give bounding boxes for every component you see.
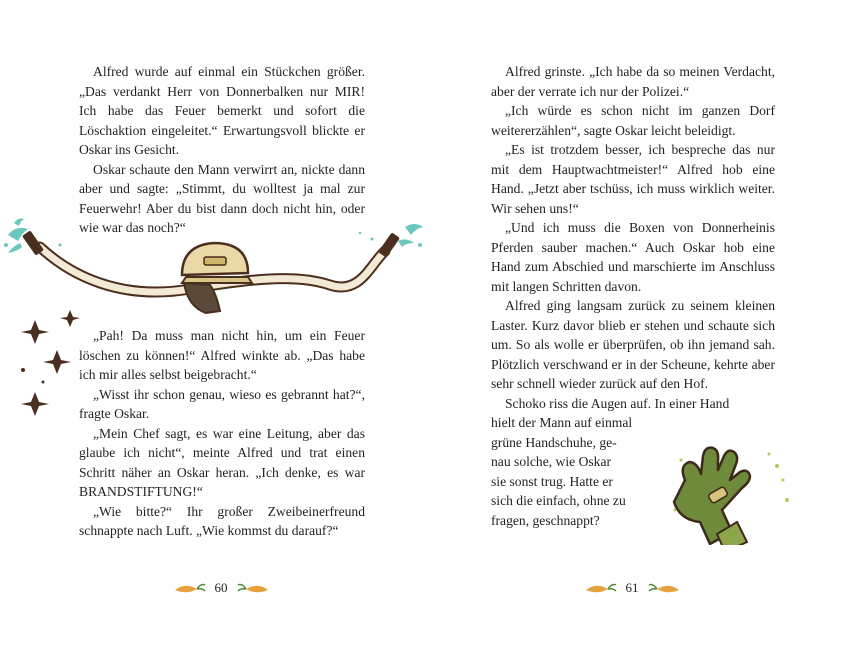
fire-helmet-icon	[182, 243, 252, 313]
text-line: Schoko riss die Augen auf. In einer Hand	[505, 395, 730, 411]
paragraph: Alfred grinste. „Ich habe da so meinen Verdacht, aber der verrate ich nur der Polizei.“	[491, 64, 775, 99]
carrot-ornament-icon	[236, 581, 270, 595]
stars-decoration	[15, 300, 85, 430]
paragraph: Oskar schaute den Mann verwirrt an, nickte dann aber und sagte: „Stimmt, du wolltest ja mal zur Feuerwehr! Aber du bist dann doch nicht hin, oder wie war das noch?“	[79, 161, 365, 235]
green-glove-illustration	[665, 440, 795, 545]
star-icon	[43, 350, 71, 374]
text-line: sie sonst trug. Hatte er	[491, 473, 613, 489]
text-line: hielt der Mann auf einmal	[491, 415, 633, 430]
star-icon	[60, 310, 80, 327]
page-number-left	[161, 579, 281, 596]
text-line: fragen, geschnappt?	[491, 512, 600, 528]
text-line: grüne Handschuhe, ge-	[491, 434, 617, 450]
carrot-ornament-icon	[647, 581, 681, 595]
glove-icon	[674, 448, 750, 545]
paragraph: Alfred wurde auf einmal ein Stückchen größer. „Das verdankt Herr von Donnerbalken nur MIR! Ich habe das Feuer bemerkt und sofort die Löschaktion eingeleitet.“ Erwartungsvoll blickte er Oskar ins Gesicht.	[79, 64, 365, 157]
carrot-ornament-icon	[584, 581, 618, 595]
water-splash-right-icon	[398, 224, 423, 247]
paragraph: „Pah! Da muss man nicht hin, um ein Feuer löschen zu können!“ Alfred winkte ab. „Das habe ich mir alles selbst beigebracht.“	[79, 328, 365, 382]
star-icon	[21, 392, 49, 416]
paragraph: „Es ist trotzdem besser, ich bespreche das nur mit dem Hauptwachtmeister!“ Alfred hob eine Hand. „Jetzt aber tschüss, ich muss wirklich weiter. Wir sehen uns!“	[491, 142, 775, 216]
carrot-ornament-icon	[173, 581, 207, 595]
page-number: 61	[625, 580, 639, 596]
paragraph: „Ich würde es schon nicht im ganzen Dorf weitererzählen“, sagte Oskar leicht beleidigt.	[491, 103, 775, 138]
text-line: sich die einfach, ohne zu	[491, 493, 626, 508]
star-icon	[21, 320, 49, 344]
paragraph: Alfred ging langsam zurück zu seinem kleinen Laster. Kurz davor blieb er stehen und schaute sich um. So als wolle er überprüfen, ob ihn jemand sah. Plötzlich verschwand er in der Scheune, kehrte aber sehr schnell wieder zurück auf den Hof.	[491, 298, 775, 391]
paragraph: „Und ich muss die Boxen von Donnerheinis Pferden sauber machen.“ Auch Oskar hob eine Hand zum Abschied und marschierte im Anschluss mit langen Schritten davon.	[491, 220, 775, 294]
text-line: nau solche, wie Oskar	[491, 454, 612, 469]
paragraph: „Mein Chef sagt, es war eine Leitung, aber das glaube ich nicht“, meinte Alfred und trat einen Schritt näher an Oskar heran. „Ich denke, es war BRANDSTIFTUNG!“	[79, 425, 365, 499]
paragraph: „Wie bitte?“ Ihr großer Zweibeinerfreund schnappte nach Luft. „Wie kommst du darauf?“	[79, 503, 365, 538]
paragraph: „Wisst ihr schon genau, wieso es gebrannt hat?“, fragte Oskar.	[79, 386, 365, 421]
left-text-bottom	[79, 326, 365, 541]
right-page	[427, 0, 854, 648]
page-number-right	[572, 579, 692, 596]
page-number: 60	[214, 580, 228, 596]
